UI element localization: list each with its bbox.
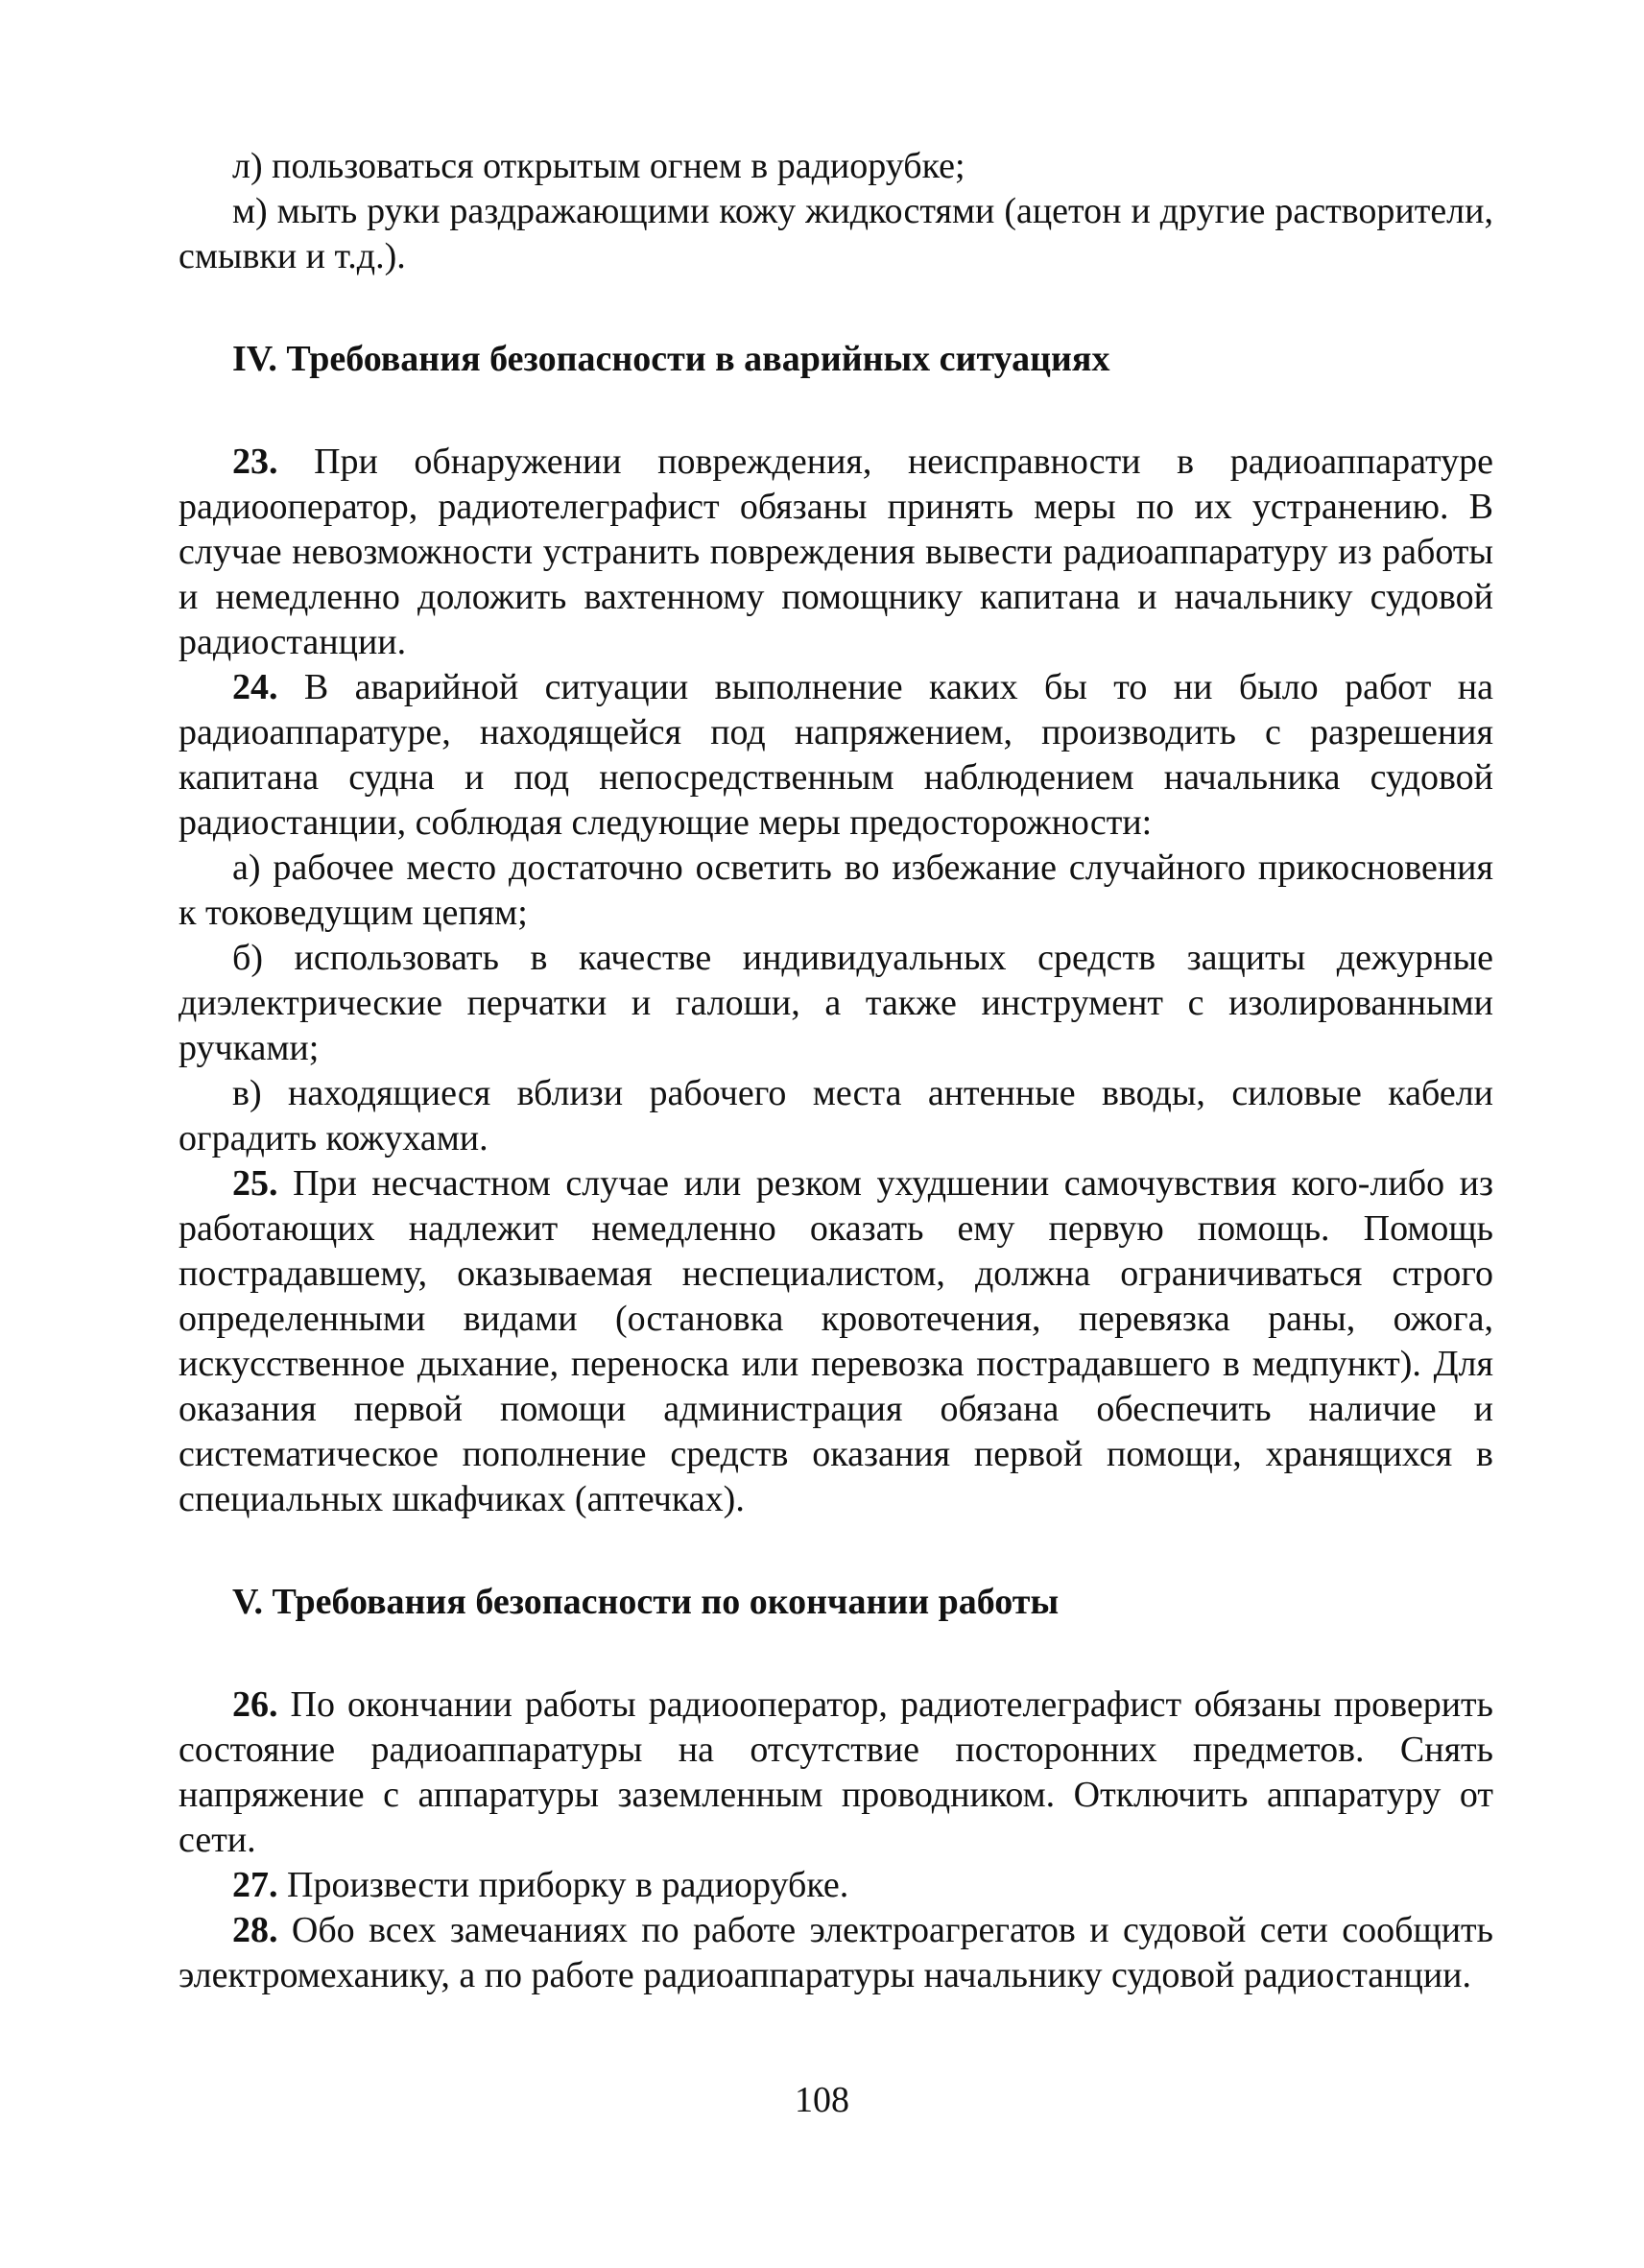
paragraph-27 <box>179 1863 1493 1908</box>
list-item-m: м) мыть руки раздражающими кожу жидкостями (ацетон и другие растворители, смывки и т.д.). <box>179 191 1493 276</box>
list-item-a: а) рабочее место достаточно осветить во избежание случайного прикосновения к токоведущим цепям; <box>179 848 1493 933</box>
paragraph-23-number: 23. <box>232 442 278 482</box>
list-item-b: б) использовать в качестве индивидуальных средств защиты дежурные диэлектрические перчатки и галоши, а также инструмент с изолированными ручками; <box>179 938 1493 1068</box>
paragraph-23 <box>179 440 1493 665</box>
paragraph-26-text: По окончании работы радиооператор, радиотелеграфист обязаны проверить состояние радиоаппаратуры на отсутствие посторонних предметов. Снять напряжение с аппаратуры заземленным проводником. Отключить аппаратуру от сети. <box>179 1684 1493 1860</box>
paragraph-27-number: 27. <box>232 1865 278 1905</box>
page-number: 108 <box>795 2080 849 2120</box>
list-item-v: в) находящиеся вблизи рабочего места антенные вводы, силовые кабели оградить кожухами. <box>179 1073 1493 1158</box>
paragraph-25 <box>179 1161 1493 1522</box>
paragraph-28-number: 28. <box>232 1910 278 1950</box>
section-4-heading: IV. Требования безопасности в аварийных ситуациях <box>232 339 1110 379</box>
paragraph-25-number: 25. <box>232 1163 278 1204</box>
paragraph-24 <box>179 665 1493 846</box>
paragraph-24-number: 24. <box>232 667 278 707</box>
paragraph-28 <box>179 1908 1493 1998</box>
list-item-l: л) пользоваться открытым огнем в радиорубке; <box>232 146 965 186</box>
paragraph-23-text: При обнаружении повреждения, неисправности в радиоаппаратуре радиооператор, радиотелеграфист обязаны принять меры по их устранению. В случае невозможности устранить повреждения вывести радиоаппаратуру из работы и немедленно доложить вахтенному помощнику капитана и начальнику судовой радиостанции. <box>179 442 1493 662</box>
document-page <box>179 144 1493 1998</box>
paragraph-26 <box>179 1683 1493 1863</box>
section-5-heading: V. Требования безопасности по окончании работы <box>232 1582 1060 1622</box>
paragraph-24-text: В аварийной ситуации выполнение каких бы то ни было работ на радиоаппаратуре, находящейся под напряжением, производить с разрешения капитана судна и под непосредственным наблюдением начальника судовой радиостанции, соблюдая следующие меры предосторожности: <box>179 667 1493 843</box>
paragraph-26-number: 26. <box>232 1684 278 1725</box>
paragraph-27-text: Произвести приборку в радиорубке. <box>277 1865 849 1905</box>
paragraph-28-text: Обо всех замечаниях по работе электроагрегатов и судовой сети сообщить электромеханику, а по работе радиоаппаратуры начальнику судовой радиостанции. <box>179 1910 1493 1995</box>
paragraph-25-text: При несчастном случае или резком ухудшении самочувствия кого-либо из работающих надлежит немедленно оказать ему первую помощь. Помощь пострадавшему, оказываемая неспециалистом, должна ограничиваться строго определенными видами (остановка кровотечения, перевязка раны, ожога, искусственное дыхание, переноска или перевозка пострадавшего в медпункт). Для оказания первой помощи администрация обязана обеспечить наличие и систематическое пополнение средств оказания первой помощи, хранящихся в специальных шкафчиках (аптечках). <box>179 1163 1493 1519</box>
